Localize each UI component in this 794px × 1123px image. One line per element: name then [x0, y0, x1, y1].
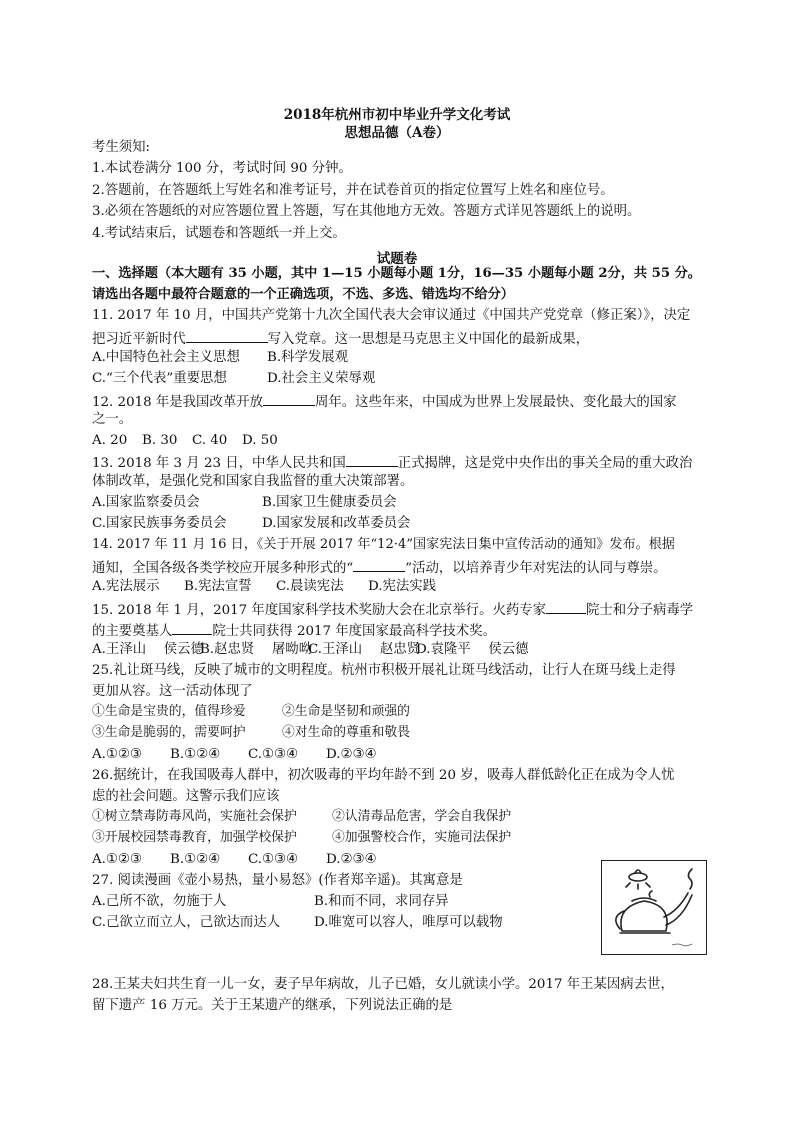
answer-blank [263, 393, 315, 406]
statement-4: ④加强警校合作，实施司法保护 [332, 830, 512, 845]
option-b: B. 30 [142, 433, 178, 448]
option-d: D.国家发展和改革委员会 [262, 516, 411, 531]
question-28-text: 留下遗产 16 万元。关于王某遗产的继承，下列说法正确的是 [92, 998, 453, 1013]
statement-1: ①生命是宝贵的，值得珍爱 [92, 704, 246, 719]
question-28-text: 28.王某夫妇共生育一儿一女，妻子早年病故，儿子已婚，女儿就读小学。2017 年王某因病去世， [92, 977, 674, 992]
question-13-options [92, 496, 397, 509]
statement-3: ③开展校园禁毒教育，加强学校保护 [92, 830, 297, 845]
option-a: A.①②③ [92, 747, 142, 762]
notice-item: 2.答题前，在答题纸上写姓名和准考证号，并在试卷首页的指定位置写上姓名和座位号。 [92, 183, 614, 198]
answer-blank [546, 601, 586, 614]
option-c: C.己欲立而立人，己欲达而达人 [92, 915, 281, 930]
question-14-text: 通知，全国各级各类学校应开展多种形式的“ ”活动，以培养青少年对宪法的认同与尊崇。 [92, 561, 667, 576]
option-a: A.王泽山 侯云德 [92, 642, 204, 657]
answer-blank [186, 330, 268, 343]
option-b: B.科学发展观 [267, 350, 349, 365]
question-25-statements [92, 727, 410, 740]
question-26-statements [92, 832, 511, 845]
section-heading: 一、选择题（本大题有 35 小题，其中 1—15 小题每小题 1分，16—35 小题每小题 2分，共 55 分。 [92, 266, 701, 281]
statement-1: ①树立禁毒防毒风尚，实施社会保护 [92, 809, 297, 824]
question-27-options [92, 895, 449, 908]
option-c: C. 40 [192, 433, 228, 448]
question-13-options [92, 517, 410, 530]
statement-2: ②认清毒品危害，学会自我保护 [332, 809, 512, 824]
option-a: A.中国特色社会主义思想 [92, 350, 240, 365]
question-11-text: 把习近平新时代 写入党章。这一思想是马克思主义中国化的最新成果， [92, 332, 590, 347]
option-a: A. 20 [92, 433, 128, 448]
option-d: D.唯宽可以容人，唯厚可以载物 [314, 915, 503, 930]
exam-title: 2018年杭州市初中毕业升学文化考试 [283, 107, 511, 123]
question-25-text: 25.礼让斑马线，反映了城市的文明程度。杭州市积极开展礼让斑马线活动，让行人在斑马线上走得 [92, 663, 676, 678]
question-13-text: 体制改革，是强化党和国家自我监督的重大决策部署。 [92, 474, 414, 489]
option-d: D.②③④ [326, 747, 377, 762]
question-13-text: 13. 2018 年 3 月 23 日，中华人民共和国 正式揭牌，这是党中央作出的事关全局的重大政治 [92, 456, 693, 471]
option-a: A.国家监察委员会 [92, 495, 200, 510]
option-a: A.①②③ [92, 852, 142, 867]
question-15-text: 的主要奠基人 院士共同获得 2017 年度国家最高科学技术奖。 [92, 624, 496, 639]
question-14-options [92, 580, 436, 593]
notice-item: 3.必须在答题纸的对应答题位置上答题，写在其他地方无效。答题方式详见答题纸上的说明。 [92, 204, 641, 219]
option-d: D.②③④ [326, 852, 377, 867]
answer-blank [172, 622, 212, 635]
answer-blank [346, 454, 398, 467]
option-c: C.“三个代表”重要思想 [92, 371, 227, 386]
option-b: B.①②④ [170, 747, 221, 762]
question-11-text: 11. 2017 年 10 月，中国共产党第十九次全国代表大会审议通过《中国共产党党章（修正案）》，决定 [92, 308, 691, 323]
answer-blank [353, 559, 405, 572]
question-12-text: 之一。 [92, 412, 133, 427]
question-26-text: 26.据统计，在我国吸毒人群中，初次吸毒的平均年龄不到 20 岁，吸毒人群低龄化正在成为令人忧 [92, 768, 675, 783]
statement-3: ③生命是脆弱的，需要呵护 [92, 725, 246, 740]
option-b: B.①②④ [170, 852, 221, 867]
statement-4: ④对生命的尊重和敬畏 [282, 725, 410, 740]
option-b: B.宪法宣誓 [184, 579, 252, 594]
notice-item: 1.本试卷满分 100 分，考试时间 90 分钟。 [92, 161, 352, 176]
option-c: C.①③④ [248, 747, 299, 762]
option-d: D.袁隆平 侯云德 [416, 642, 529, 657]
option-c: C.王泽山 赵忠贤 [308, 642, 421, 657]
teapot-cartoon [601, 860, 707, 955]
question-12-text: 12. 2018 年是我国改革开放 周年。这些年来，中国成为世界上发展最快、变化最大的国家 [92, 395, 677, 410]
statement-2: ②生命是坚韧和顽强的 [282, 704, 410, 719]
question-26-options [92, 853, 377, 866]
question-26-statements [92, 811, 511, 824]
question-25-statements [92, 706, 410, 719]
option-a: A.己所不欲，勿施于人 [92, 894, 227, 909]
option-b: B.和而不同，求同存异 [314, 894, 449, 909]
option-d: D.社会主义荣辱观 [267, 371, 376, 386]
exam-subtitle: 思想品德（A卷） [344, 125, 450, 141]
section-label: 试题卷 [376, 251, 418, 267]
question-11-options [92, 372, 375, 385]
question-27-options [92, 916, 503, 929]
option-a: A.宪法展示 [92, 579, 160, 594]
option-c: C.国家民族事务委员会 [92, 516, 227, 531]
notice-heading: 考生须知: [92, 140, 151, 155]
notice-item: 4.考试结束后，试题卷和答题纸一并上交。 [92, 226, 346, 241]
question-14-text: 14. 2017 年 11 月 16 日，《关于开展 2017 年“12·4”国家宪法日集中宣传活动的通知》发布。根据 [92, 537, 675, 552]
section-heading: 请选出各题中最符合题意的一个正确选项，不选、多选、错选均不给分） [92, 287, 514, 302]
option-d: D. 50 [242, 433, 278, 448]
question-15-text: 15. 2018 年 1 月，2017 年度国家科学技术奖励大会在北京举行。火药专家 院士和分子病毒学 [92, 603, 694, 618]
option-c: C.①③④ [248, 852, 299, 867]
question-27-text: 27. 阅读漫画《壶小易热，量小易怒》(作者郑辛遥)。其寓意是 [92, 873, 463, 888]
question-12-options [92, 434, 278, 447]
teapot-icon [602, 861, 705, 953]
question-11-options [92, 351, 348, 364]
option-b: B.国家卫生健康委员会 [262, 495, 397, 510]
question-25-options [92, 748, 377, 761]
option-d: D.宪法实践 [368, 579, 437, 594]
question-25-text: 更加从容。这一活动体现了 [92, 684, 253, 699]
option-b: B.赵忠贤 屠呦呦 [200, 642, 313, 657]
question-26-text: 虑的社会问题。这警示我们应该 [92, 789, 280, 804]
question-15-options [92, 643, 529, 656]
option-c: C.晨读宪法 [276, 579, 344, 594]
